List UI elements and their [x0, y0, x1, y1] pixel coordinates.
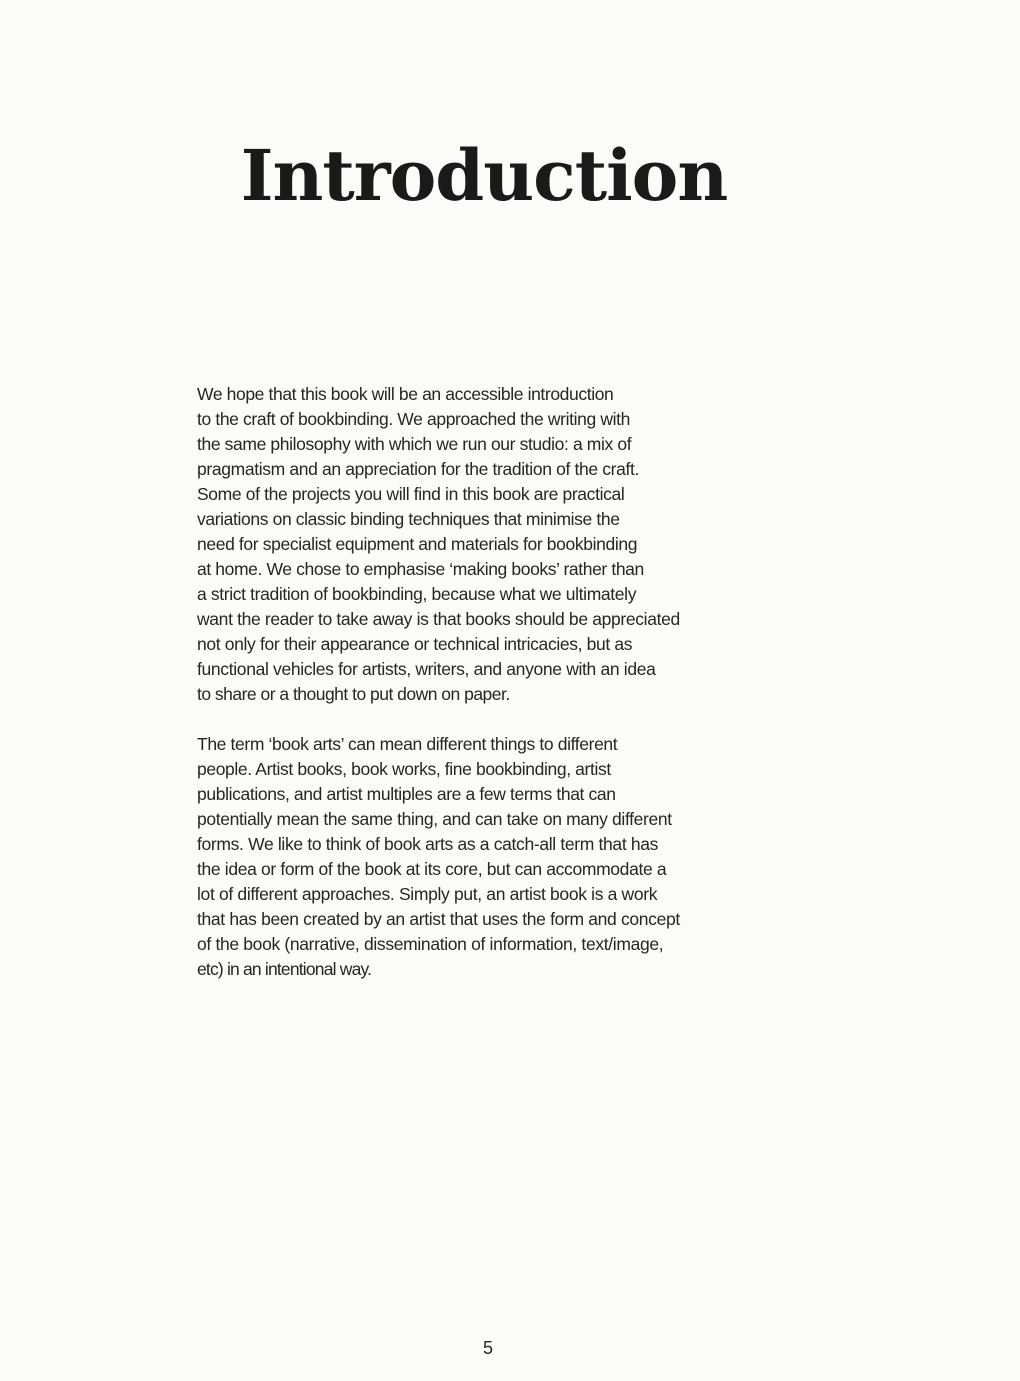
text-line: Some of the projects you will find in this book are practical: [197, 484, 625, 504]
text-line: of the book (narrative, dissemination of information, text/image,: [197, 934, 664, 954]
text-line: publications, and artist multiples are a few terms that can: [197, 784, 616, 804]
text-line: at home. We chose to emphasise ‘making books’ rather than: [197, 559, 644, 579]
text-line: not only for their appearance or technical intricacies, but as: [197, 634, 633, 654]
text-line: We hope that this book will be an accessible introduction: [197, 384, 614, 404]
paragraph-1: [197, 382, 797, 707]
text-line: lot of different approaches. Simply put, an artist book is a work: [197, 884, 658, 904]
text-line: functional vehicles for artists, writers, and anyone with an idea: [197, 659, 656, 679]
text-line: etc) in an intentional way.: [197, 959, 372, 979]
text-line: want the reader to take away is that books should be appreciated: [197, 609, 680, 629]
text-line: need for specialist equipment and materials for bookbinding: [197, 534, 638, 554]
paragraph-2: [197, 732, 797, 982]
text-line: to share or a thought to put down on paper.: [197, 684, 510, 704]
text-line: variations on classic binding techniques that minimise the: [197, 509, 620, 529]
page-title: Introduction: [240, 134, 728, 217]
text-line: the idea or form of the book at its core, but can accommodate a: [197, 859, 667, 879]
text-line: The term ‘book arts’ can mean different things to different: [197, 734, 618, 754]
body-text: [197, 382, 797, 1007]
text-line: forms. We like to think of book arts as a catch-all term that has: [197, 834, 659, 854]
text-line: a strict tradition of bookbinding, because what we ultimately: [197, 584, 637, 604]
text-line: potentially mean the same thing, and can take on many different: [197, 809, 672, 829]
text-line: the same philosophy with which we run our studio: a mix of: [197, 434, 632, 454]
text-line: to the craft of bookbinding. We approached the writing with: [197, 409, 630, 429]
text-line: that has been created by an artist that uses the form and concept: [197, 909, 680, 929]
text-line: pragmatism and an appreciation for the tradition of the craft.: [197, 459, 640, 479]
text-line: people. Artist books, book works, fine bookbinding, artist: [197, 759, 611, 779]
page-number: 5: [482, 1338, 493, 1358]
